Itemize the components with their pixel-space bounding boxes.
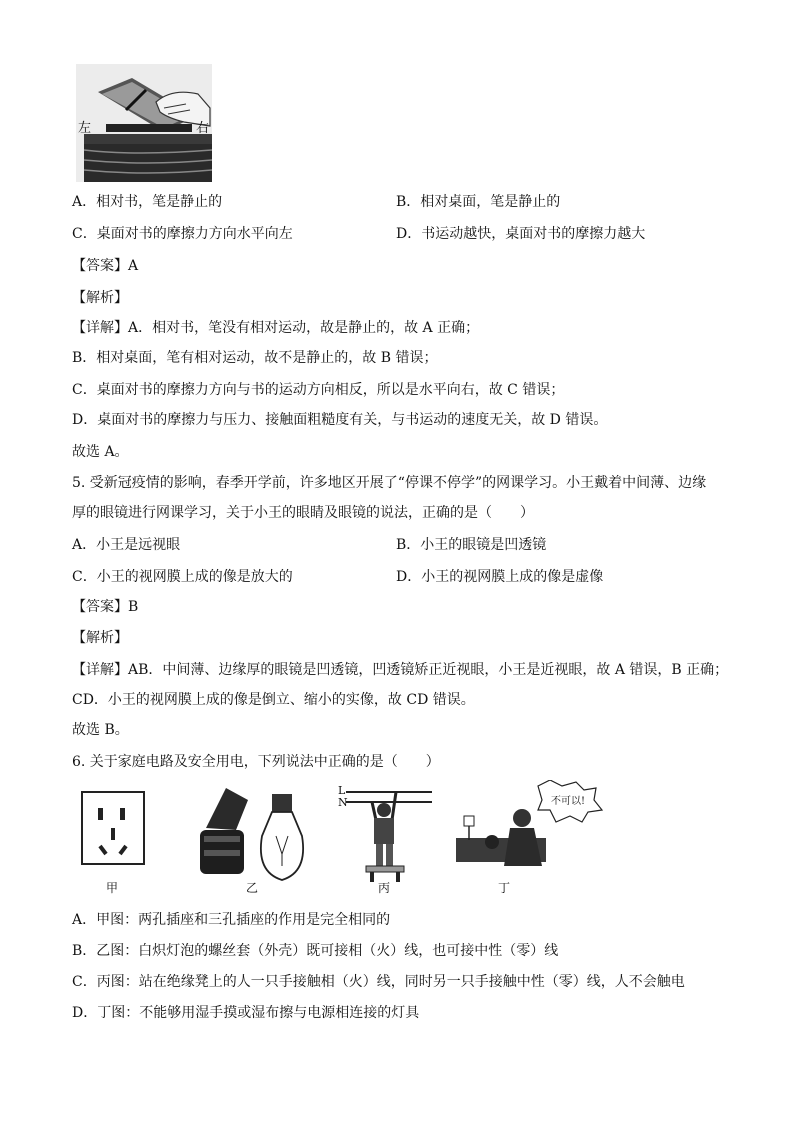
figure-label-yi: 乙 xyxy=(245,881,259,895)
q4-detail-4: D．桌面对书的摩擦力与压力、接触面粗糙度有关，与书运动的速度无关，故 D 错误。 xyxy=(72,412,608,428)
wire-n-label: N xyxy=(338,796,348,809)
socket-illustration xyxy=(82,792,144,864)
q6-option-d: D．丁图：不能够用湿手摸或湿布擦与电源相连接的灯具 xyxy=(72,1005,420,1021)
bulb-illustration xyxy=(200,788,303,880)
q4-answer: 【答案】A xyxy=(72,258,139,274)
q6-stem: 6. 关于家庭电路及安全用电，下列说法中正确的是（ ） xyxy=(72,754,440,770)
q5-stem-line-2: 厚的眼镜进行网课学习，关于小王的眼睛及眼镜的说法，正确的是（ ） xyxy=(72,505,534,521)
q4-option-c: C．桌面对书的摩擦力方向水平向左 xyxy=(72,226,293,242)
figure-label-jia: 甲 xyxy=(105,881,119,895)
q4-detail-3: C．桌面对书的摩擦力方向与书的运动方向相反，所以是水平向右，故 C 错误； xyxy=(72,382,565,398)
q5-detail-1: 【详解】AB．中间薄、边缘厚的眼镜是凹透镜，凹透镜矫正近视眼，小王是近视眼，故 A 错误，B 正确； xyxy=(72,662,729,678)
wire-l-label: L xyxy=(338,784,346,797)
q4-conclusion: 故选 A。 xyxy=(72,444,129,460)
q4-option-a: A．相对书，笔是静止的 xyxy=(72,194,223,210)
q5-option-c: C．小王的视网膜上成的像是放大的 xyxy=(72,569,293,585)
q5-option-a: A．小王是远视眼 xyxy=(72,537,181,553)
q4-option-b: B．相对桌面，笔是静止的 xyxy=(396,194,561,210)
figure-label-bing: 丙 xyxy=(377,881,391,895)
q5-option-d: D．小王的视网膜上成的像是虚像 xyxy=(396,569,604,585)
wet-hands-warning-illustration xyxy=(456,780,602,866)
q6-option-c: C．丙图：站在绝缘凳上的人一只手接触相（火）线，同时另一只手接触中性（零）线，人不会触电 xyxy=(72,974,685,990)
q6-option-b: B．乙图：白炽灯泡的螺丝套（外壳）既可接相（火）线，也可接中性（零）线 xyxy=(72,943,559,959)
q5-analysis-heading: 【解析】 xyxy=(72,630,128,646)
q4-analysis-heading: 【解析】 xyxy=(72,290,128,306)
q4-detail-2: B．相对桌面，笔有相对运动，故不是静止的，故 B 错误； xyxy=(72,350,438,366)
q4-detail-1: 【详解】A．相对书，笔没有相对运动，故是静止的，故 A 正确； xyxy=(72,320,480,336)
q4-option-d: D．书运动越快，桌面对书的摩擦力越大 xyxy=(396,226,646,242)
q5-answer: 【答案】B xyxy=(72,599,139,615)
person-on-stool-illustration xyxy=(338,784,432,882)
q5-conclusion: 故选 B。 xyxy=(72,722,129,738)
figure-label-ding: 丁 xyxy=(497,881,511,895)
q4-figure xyxy=(76,64,212,182)
q4-figure-right-label: 右 xyxy=(196,121,210,136)
q5-detail-2: CD．小王的视网膜上成的像是倒立、缩小的实像，故 CD 错误。 xyxy=(72,692,475,708)
q4-figure-left-label: 左 xyxy=(78,121,92,136)
q5-option-b: B．小王的眼镜是凹透镜 xyxy=(396,537,547,553)
q5-stem-line-1: 5. 受新冠疫情的影响，春季开学前，许多地区开展了“停课不停学”的网课学习。小王戴着中间薄、边缘 xyxy=(72,475,707,491)
q6-option-a: A．甲图：两孔插座和三孔插座的作用是完全相同的 xyxy=(72,912,391,928)
q6-figure xyxy=(76,780,626,900)
warning-bubble-text: 不可以! xyxy=(550,796,586,807)
